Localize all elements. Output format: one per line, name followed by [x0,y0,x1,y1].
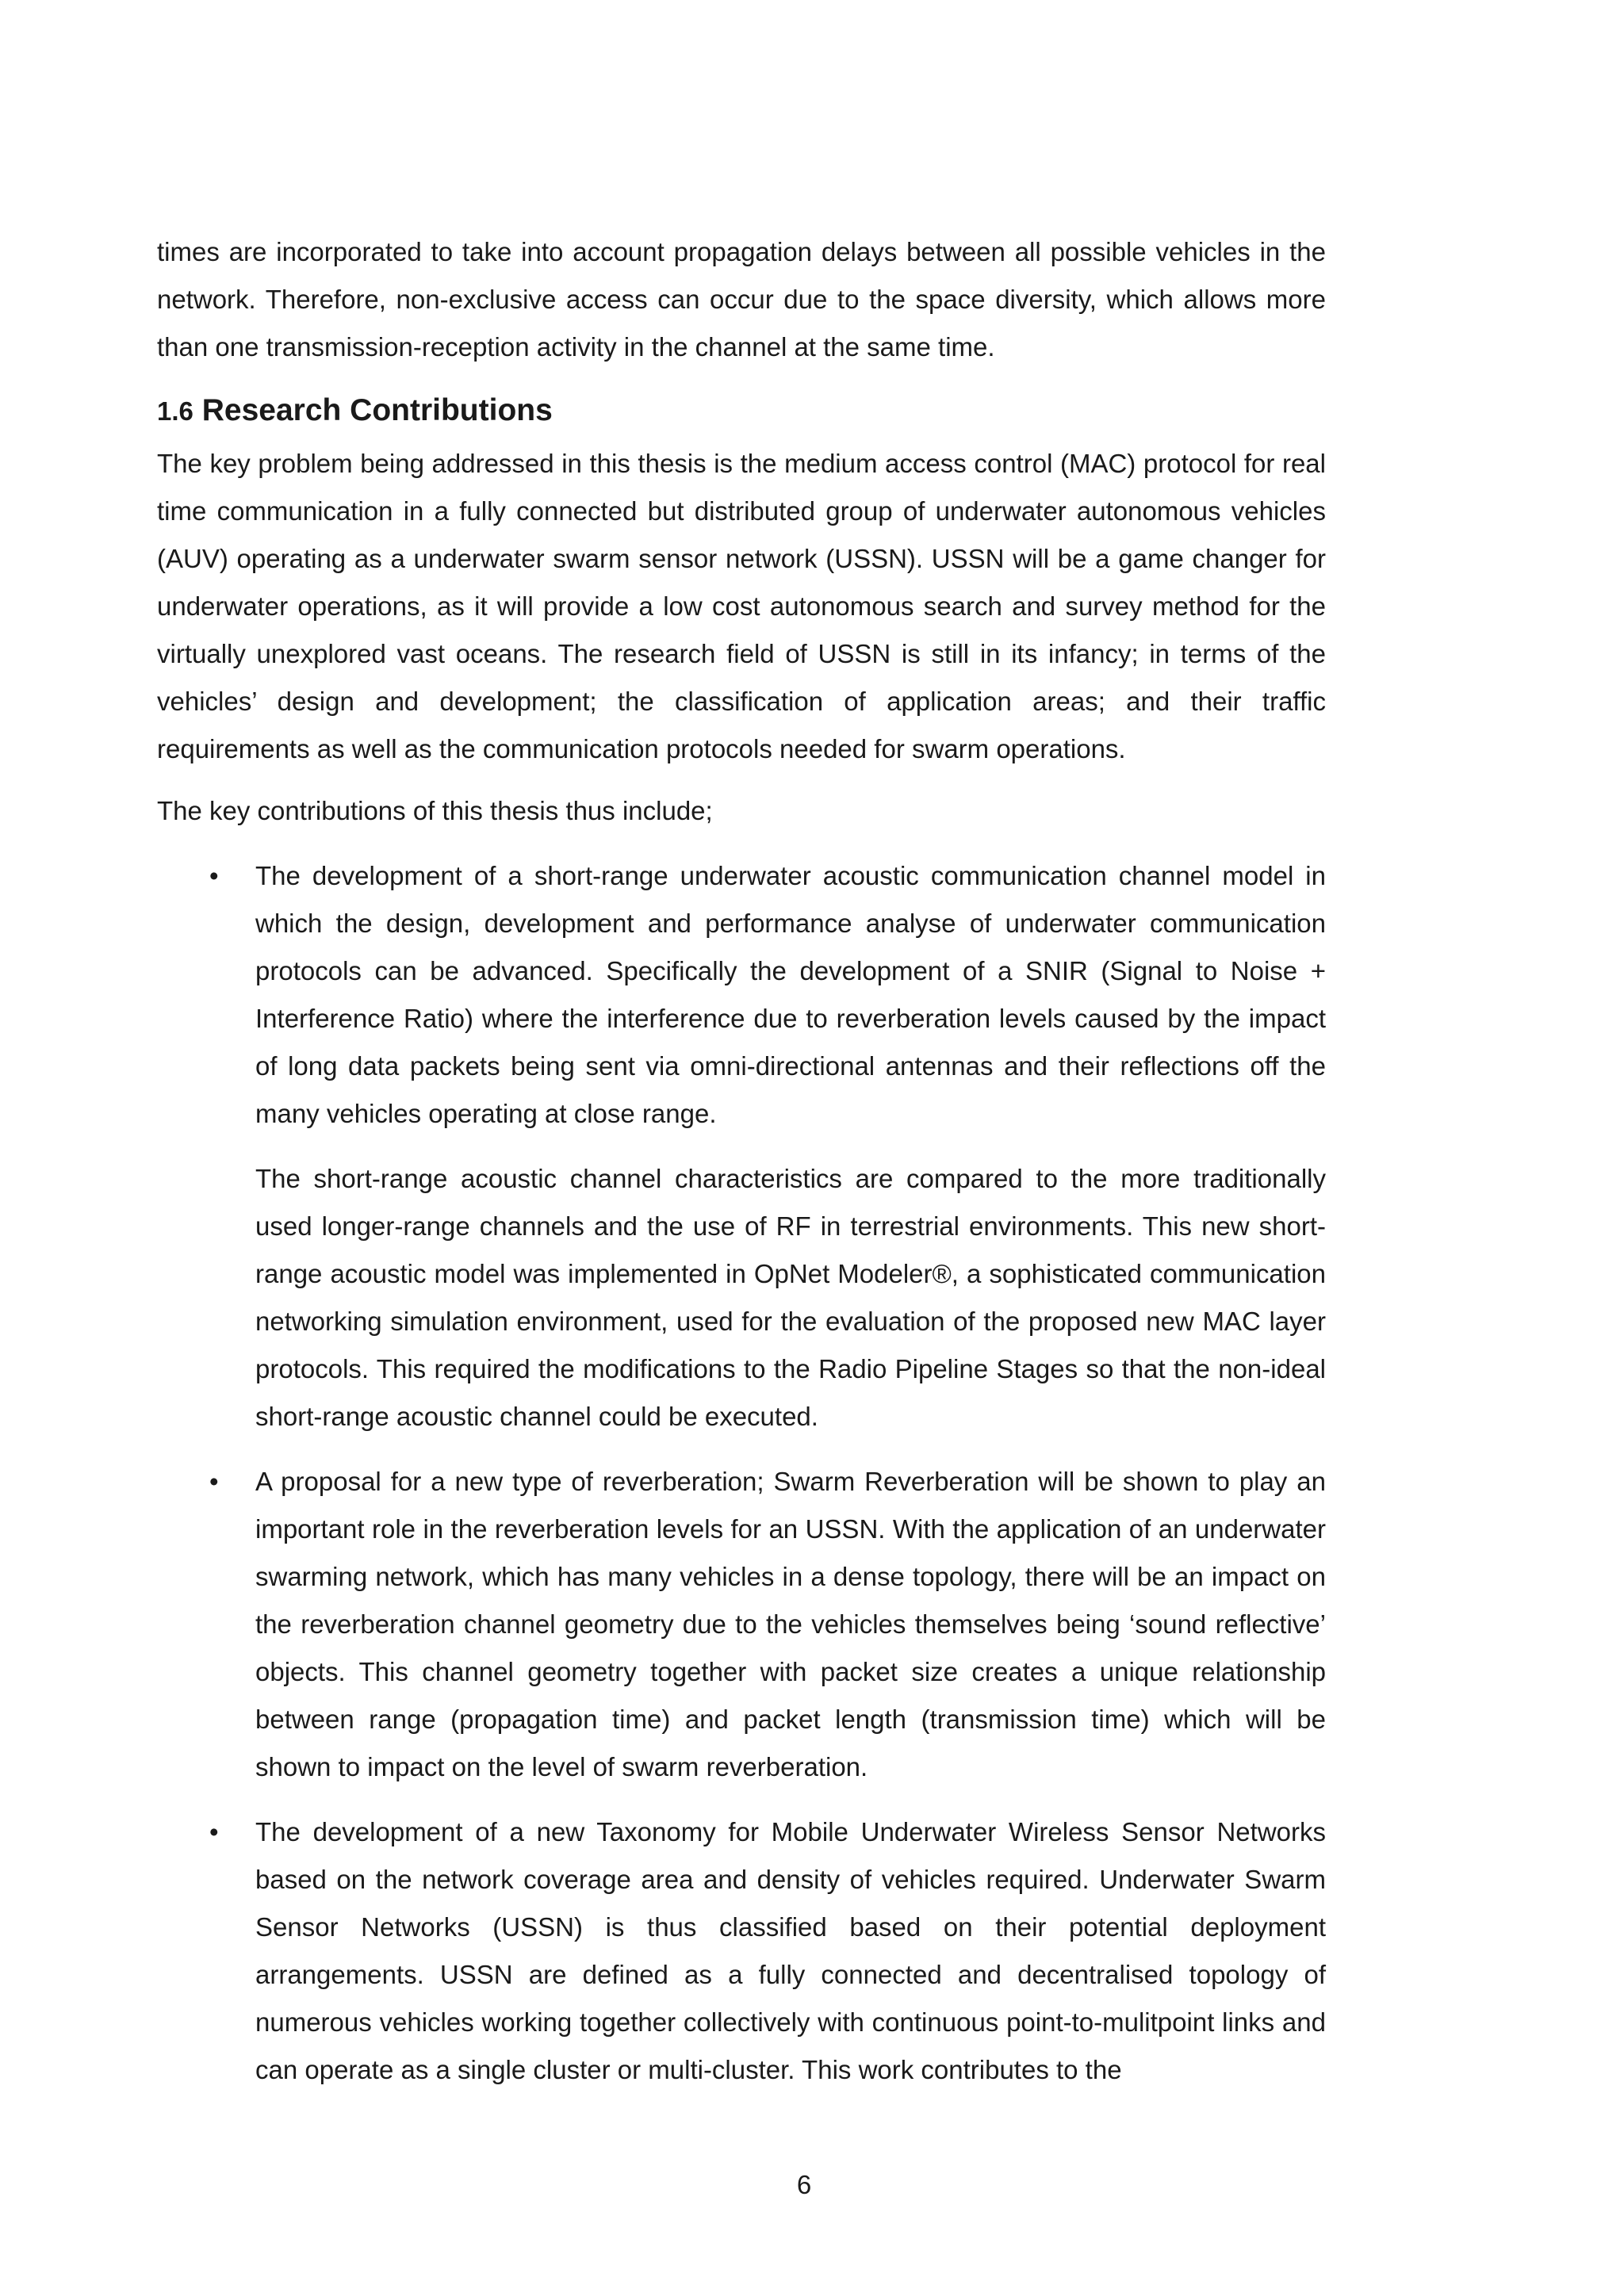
contributions-intro: The key contributions of this thesis thus include; [157,796,713,825]
bullet-icon: • [209,1467,219,1496]
list-item-subparagraph: The short-range acoustic channel characteristics are compared to the more traditionally used longer-range channels and the use of RF in terrestrial environments. This new short-range acoustic model was implemented in OpNet Modeler®, a sophisticated communication networking simulation environment, used for the evaluation of the proposed new MAC layer protocols. This required the modifications to the Radio Pipeline Stages so that the non-ideal short-range acoustic channel could be executed. [255,1164,1326,1431]
document-body [157,228,1326,2111]
list-item-text: The development of a new Taxonomy for Mobile Underwater Wireless Sensor Networks based on the network coverage area and density of vehicles required. Underwater Swarm Sensor Networks (USSN) is thus classified based on their potential deployment arrangements. USSN are defined as a fully connected and decentralised topology of numerous vehicles working together collectively with continuous point-to-mulitpoint links and can operate as a single cluster or multi-cluster. This work contributes to the [255,1817,1326,2084]
section-title: Research Contributions [201,393,553,427]
list-item [157,1808,1326,2094]
contributions-list [157,852,1326,2094]
page-number: 6 [796,2170,812,2199]
section-heading [157,387,1326,435]
intro-paragraph: times are incorporated to take into account propagation delays between all possible vehicles in the network. Therefore, non-exclusive access can occur due to the space diversity, which allows more than one transmission-reception activity in the channel at the same time. [157,237,1326,362]
bullet-icon: • [209,1817,219,1846]
section-number: 1.6 [157,396,193,426]
body-paragraph: The key problem being addressed in this thesis is the medium access control (MAC) protocol for real time communication in a fully connected but distributed group of underwater autonomous vehicles (AUV) operating as a underwater swarm sensor network (USSN). USSN will be a game changer for underwater operations, as it will provide a low cost autonomous search and survey method for the virtually unexplored vast oceans. The research field of USSN is still in its infancy; in terms of the vehicles’ design and development; the classification of application areas; and their traffic requirements as well as the communication protocols needed for swarm operations. [157,449,1326,763]
list-item [157,1458,1326,1791]
list-item-text: The development of a short-range underwater acoustic communication channel model in which the design, development and performance analyse of underwater communication protocols can be advanced. Specifically the development of a SNIR (Signal to Noise + Interference Ratio) where the interference due to reverberation levels caused by the impact of long data packets being sent via omni-directional antennas and their reflections off the many vehicles operating at close range. [255,861,1326,1128]
bullet-icon: • [209,861,219,890]
list-item-text: A proposal for a new type of reverberation; Swarm Reverberation will be shown to play an important role in the reverberation levels for an USSN. With the application of an underwater swarming network, which has many vehicles in a dense topology, there will be an impact on the reverberation channel geometry due to the vehicles themselves being ‘sound reflective’ objects. This channel geometry together with packet size creates a unique relationship between range (propagation time) and packet length (transmission time) which will be shown to impact on the level of swarm reverberation. [255,1467,1326,1781]
list-item [157,852,1326,1441]
